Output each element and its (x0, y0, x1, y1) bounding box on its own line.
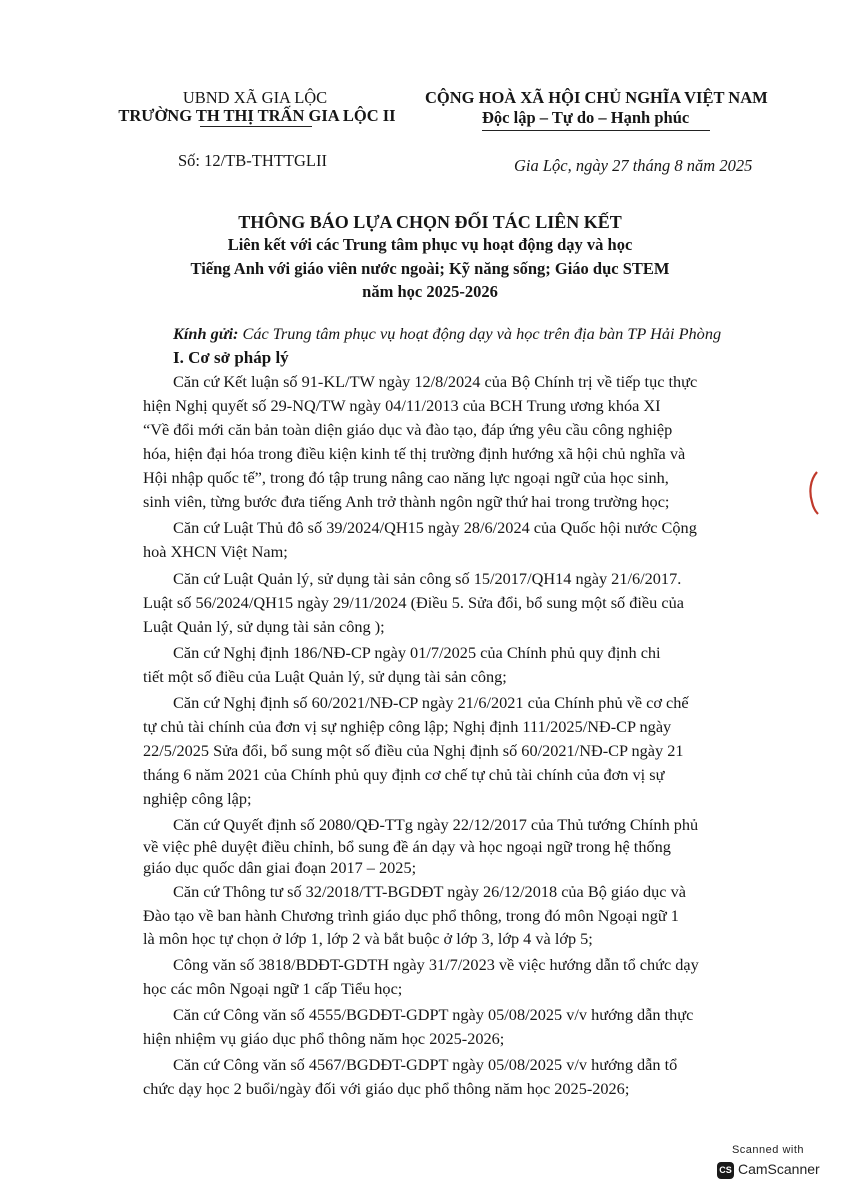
recipient-label: Kính gửi: (173, 324, 239, 343)
body-line: hoà XHCN Việt Nam; (143, 542, 288, 561)
body-line: Luật số 56/2024/QH15 ngày 29/11/2024 (Điều 5. Sửa đổi, bổ sung một số điều của (143, 593, 684, 612)
national-title: CỘNG HOÀ XÃ HỘI CHỦ NGHĨA VIỆT NAM (425, 88, 768, 107)
document-subtitle-2: Tiếng Anh với giáo viên nước ngoài; Kỹ năng sống; Giáo dục STEM (190, 259, 670, 278)
school-name: TRƯỜNG TH THỊ TRẤN GIA LỘC II (118, 106, 396, 125)
body-line: chức dạy học 2 buổi/ngày đối với giáo dục phổ thông năm học 2025-2026; (143, 1079, 630, 1098)
body-line: “Về đổi mới căn bản toàn diện giáo dục và đào tạo, đáp ứng yêu cầu công nghiệp (143, 420, 673, 439)
authority-name: UBND XÃ GIA LỘC (182, 88, 328, 107)
body-line: Đào tạo về ban hành Chương trình giáo dục phổ thông, trong đó môn Ngoại ngữ 1 (143, 906, 679, 925)
motto-underline (482, 130, 710, 131)
document-title: THÔNG BÁO LỰA CHỌN ĐỐI TÁC LIÊN KẾT (238, 212, 622, 232)
document-number: Số: 12/TB-THTTGLII (178, 151, 327, 170)
camscanner-logo-icon: CS (717, 1162, 734, 1179)
place-date: Gia Lộc, ngày 27 tháng 8 năm 2025 (514, 156, 753, 175)
body-line: hiện Nghị quyết số 29-NQ/TW ngày 04/11/2013 của BCH Trung ương khóa XI (143, 396, 661, 415)
body-line: Hội nhập quốc tế”, trong đó tập trung nâng cao năng lực ngoại ngữ của học sinh, (143, 468, 669, 487)
body-line: Căn cứ Quyết định số 2080/QĐ-TTg ngày 22/12/2017 của Thủ tướng Chính phủ (173, 815, 699, 834)
body-line: nghiệp công lập; (143, 789, 252, 808)
national-motto: Độc lập – Tự do – Hạnh phúc (482, 108, 690, 127)
body-line: sinh viên, từng bước đưa tiếng Anh trở thành ngôn ngữ thứ hai trong trường học; (143, 492, 670, 511)
body-line: hóa, hiện đại hóa trong điều kiện kinh tế thị trường định hướng xã hội chủ nghĩa và (143, 444, 686, 463)
body-line: Căn cứ Nghị định 186/NĐ-CP ngày 01/7/2025 của Chính phủ quy định chi (173, 643, 661, 662)
section-heading: I. Cơ sở pháp lý (173, 348, 289, 367)
body-line: tiết một số điều của Luật Quản lý, sử dụng tài sản công; (143, 667, 507, 686)
body-line: Căn cứ Thông tư số 32/2018/TT-BGDĐT ngày 26/12/2018 của Bộ giáo dục và (173, 882, 686, 901)
body-line: là môn học tự chọn ở lớp 1, lớp 2 và bắt buộc ở lớp 3, lớp 4 và lớp 5; (143, 929, 593, 948)
body-line: Công văn số 3818/BDĐT-GDTH ngày 31/7/2023 về việc hướng dẫn tổ chức dạy (173, 955, 699, 974)
body-line: tháng 6 năm 2021 của Chính phủ quy định cơ chế tự chủ tài chính của đơn vị sự (143, 765, 665, 784)
document-subtitle-3: năm học 2025-2026 (362, 282, 498, 301)
body-line: Căn cứ Luật Quản lý, sử dụng tài sản công số 15/2017/QH14 ngày 21/6/2017. (173, 569, 682, 588)
body-line: Căn cứ Công văn số 4567/BGDĐT-GDPT ngày 05/08/2025 v/v hướng dẫn tổ (173, 1055, 678, 1074)
body-line: Căn cứ Công văn số 4555/BGDĐT-GDPT ngày 05/08/2025 v/v hướng dẫn thực (173, 1005, 694, 1024)
body-line: Căn cứ Kết luận số 91-KL/TW ngày 12/8/2024 của Bộ Chính trị về tiếp tục thực (173, 372, 698, 391)
body-line: tự chủ tài chính của đơn vị sự nghiệp công lập; Nghị định 111/2025/NĐ-CP ngày (143, 717, 672, 736)
recipient-line (173, 324, 721, 344)
school-name-underline (200, 126, 312, 127)
body-line: hiện nhiệm vụ giáo dục phổ thông năm học 2025-2026; (143, 1029, 505, 1048)
document-subtitle-1: Liên kết với các Trung tâm phục vụ hoạt động dạy và học (227, 235, 633, 254)
scanner-watermark-name: CamScanner (738, 1161, 820, 1177)
stamp-edge-mark (806, 470, 820, 516)
body-line: Căn cứ Luật Thủ đô số 39/2024/QH15 ngày 28/6/2024 của Quốc hội nước Cộng (173, 518, 697, 537)
body-line: Căn cứ Nghị định số 60/2021/NĐ-CP ngày 21/6/2021 của Chính phủ về cơ chế (173, 693, 689, 712)
body-line: 22/5/2025 Sửa đổi, bổ sung một số điều của Nghị định số 60/2021/NĐ-CP ngày 21 (143, 741, 684, 760)
body-line: về việc phê duyệt điều chỉnh, bổ sung đề án dạy và học ngoại ngữ trong hệ thống (143, 837, 671, 856)
body-line: giáo dục quốc dân giai đoạn 2017 – 2025; (143, 858, 417, 877)
scanner-watermark-top: Scanned with (731, 1144, 805, 1156)
body-line: học các môn Ngoại ngữ 1 cấp Tiểu học; (143, 979, 403, 998)
recipient-text: Các Trung tâm phục vụ hoạt động dạy và học trên địa bàn TP Hải Phòng (242, 324, 722, 343)
body-line: Luật Quản lý, sử dụng tài sản công ); (143, 617, 385, 636)
scanner-watermark (711, 1144, 825, 1184)
